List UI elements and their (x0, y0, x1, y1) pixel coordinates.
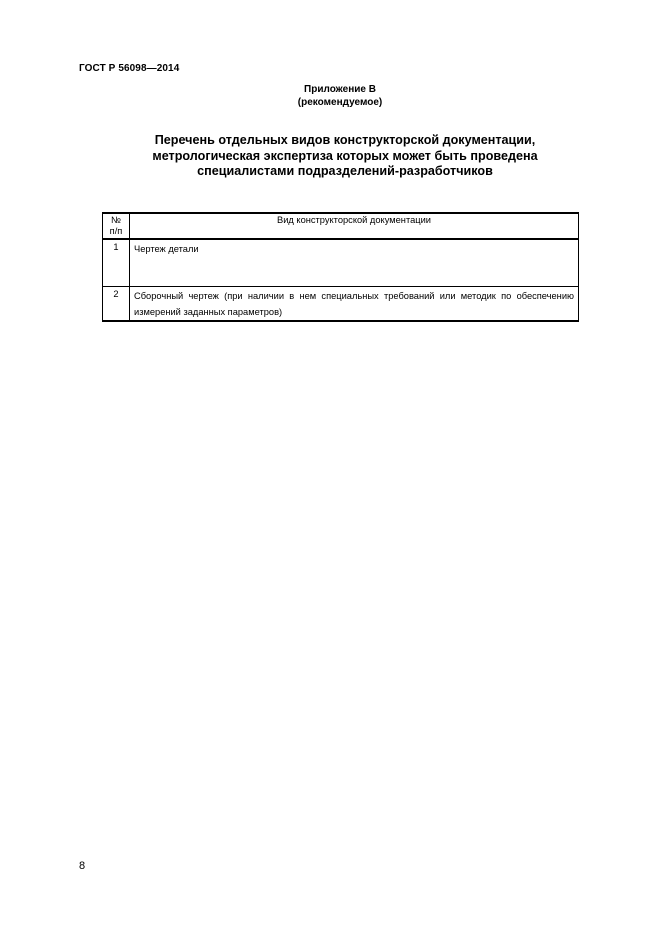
appendix-title: Приложение В (304, 84, 376, 95)
row-doc-type: Сборочный чертеж (при наличии в нем специальных требований или методик по обеспечению измерений заданных параметров) (130, 287, 579, 322)
document-code: ГОСТ Р 56098—2014 (79, 63, 180, 74)
column-header-number-line1: № (111, 215, 121, 225)
heading-line: метрологическая экспертиза которых может быть проведена (152, 149, 538, 163)
column-header-number-line2: п/п (109, 226, 123, 236)
row-doc-type: Чертеж детали (130, 239, 579, 287)
appendix-type: (рекомендуемое) (297, 97, 383, 108)
documentation-table (102, 212, 579, 322)
heading-line: Перечень отдельных видов конструкторской документации, (154, 133, 536, 147)
row-number: 1 (103, 239, 130, 287)
row-number: 2 (103, 287, 130, 322)
column-header-doc-type: Вид конструкторской документации (130, 213, 579, 239)
table-header-row (103, 213, 579, 239)
column-header-number (103, 213, 130, 239)
table-row (103, 287, 579, 322)
page-number: 8 (79, 860, 86, 872)
table-row (103, 239, 579, 287)
heading-line: специалистами подразделений-разработчиков (197, 164, 493, 178)
